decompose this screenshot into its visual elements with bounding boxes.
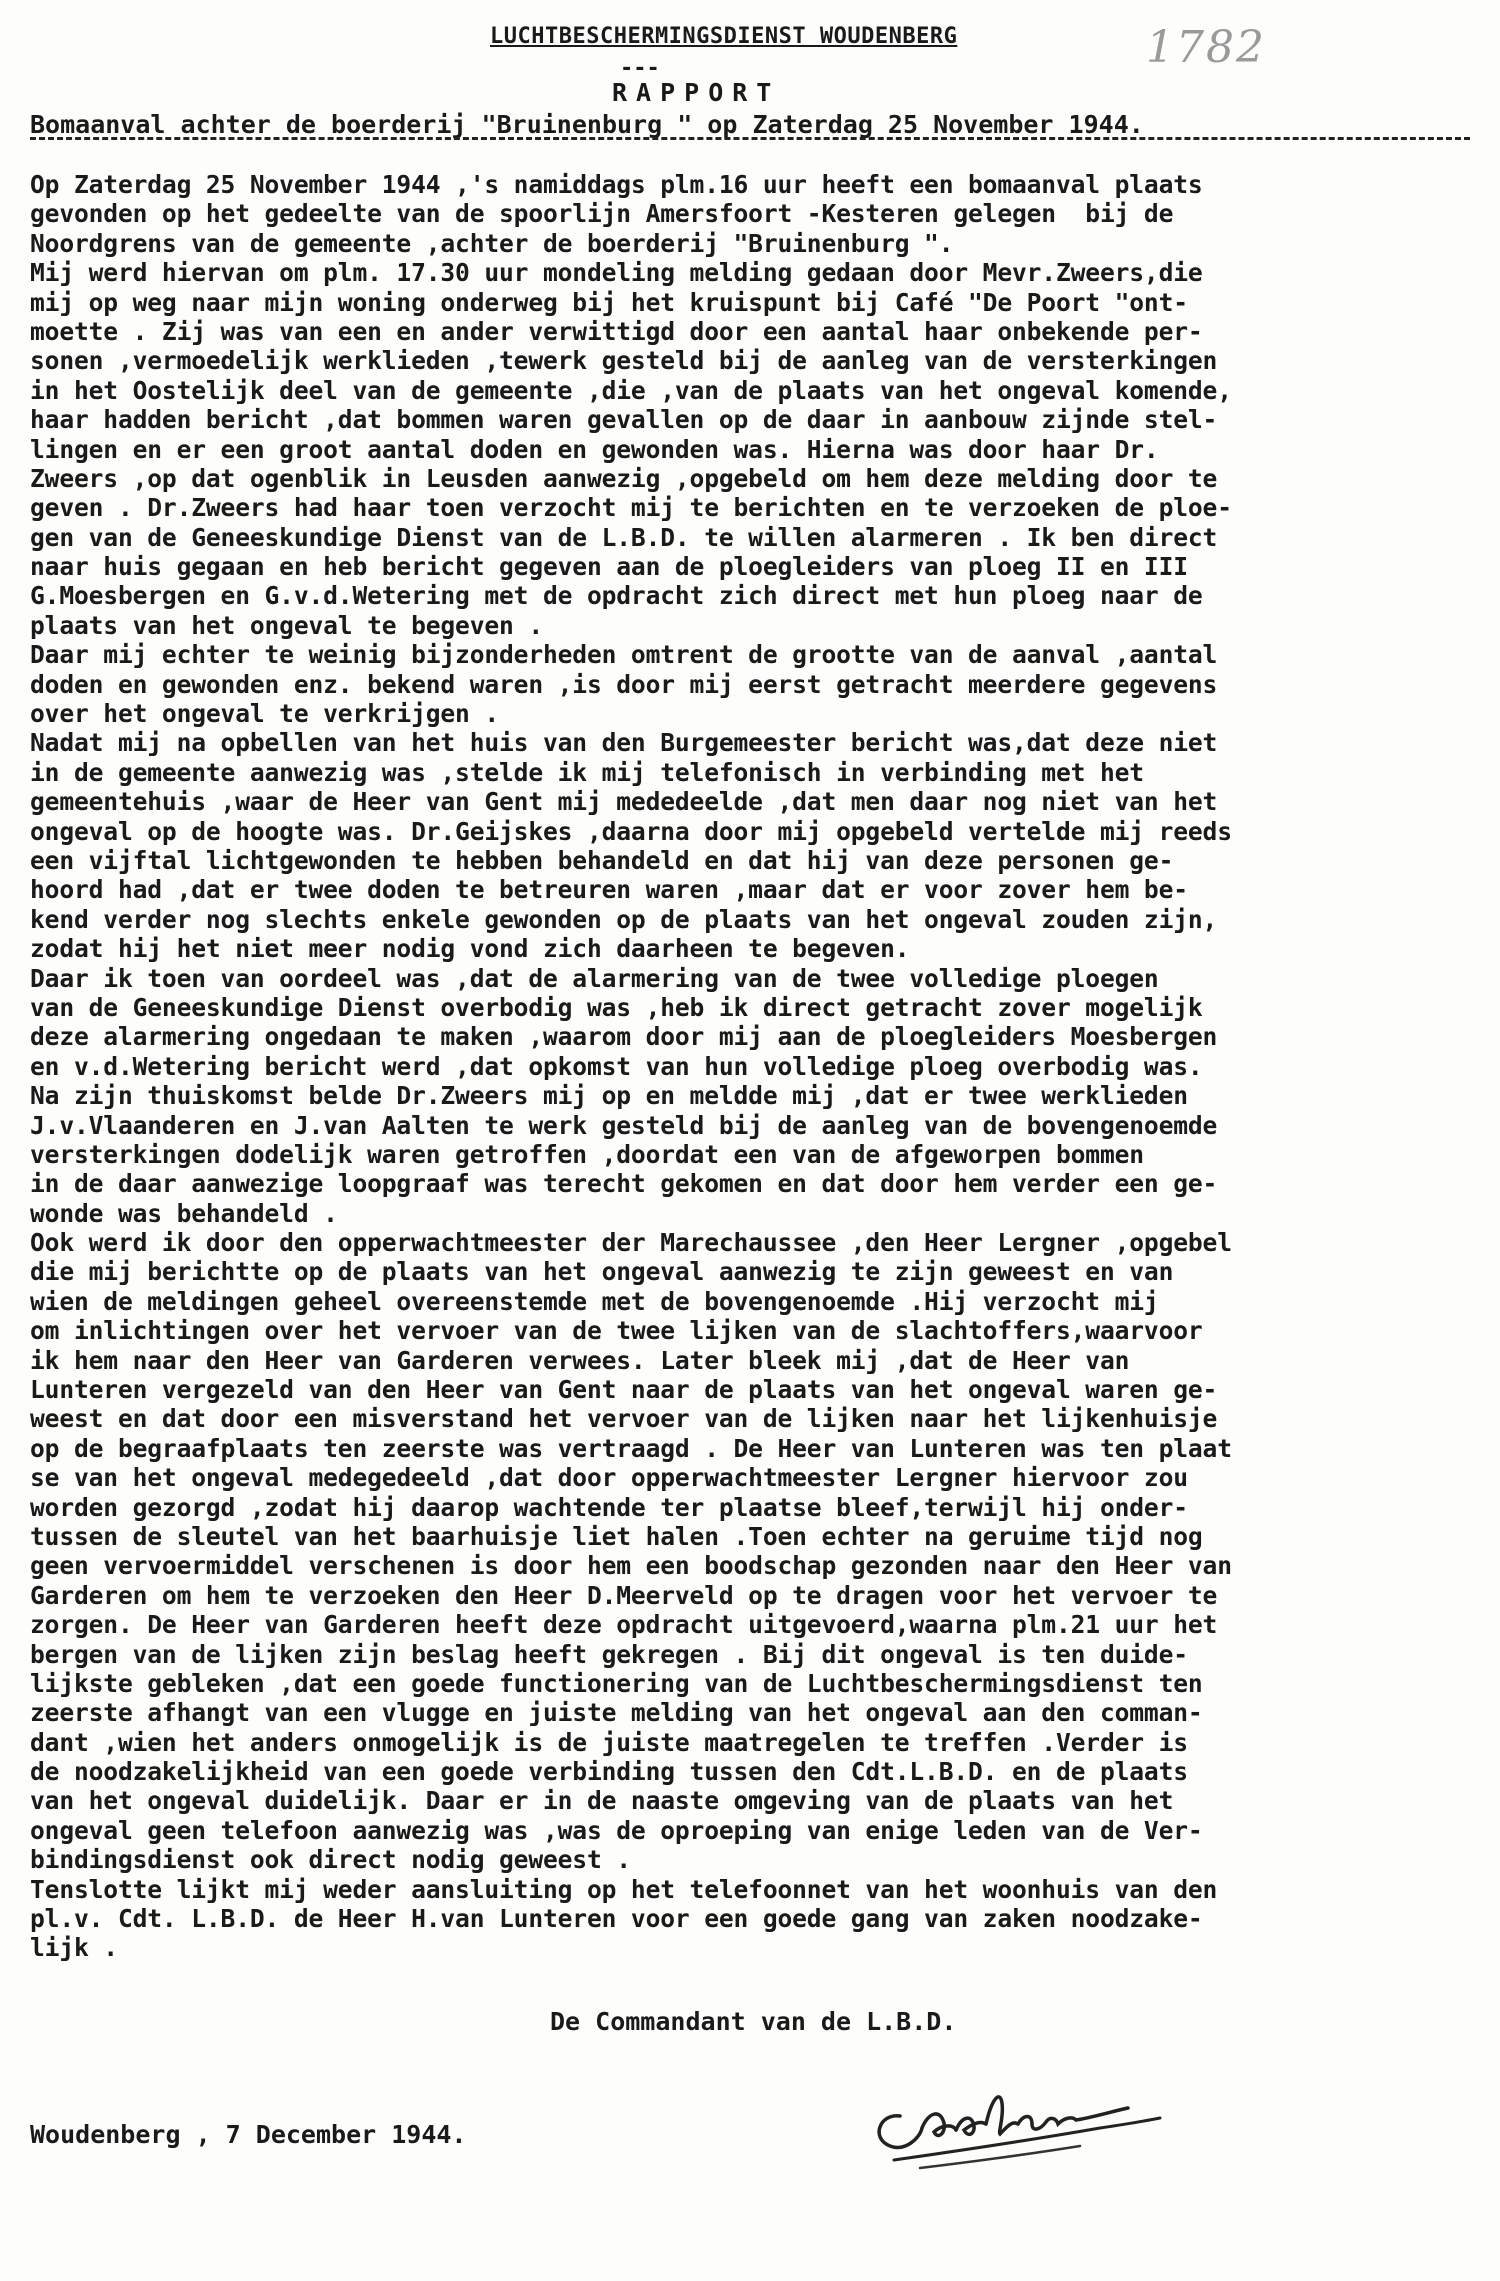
place-and-date: Woudenberg , 7 December 1944.	[30, 2120, 467, 2149]
body-line: se van het ongeval medegedeeld ,dat door opperwachtmeester Lergner hiervoor zou	[30, 1463, 1188, 1493]
body-line: wien de meldingen geheel overeenstemde met de bovengenoemde .Hij verzocht mij	[30, 1286, 1159, 1316]
body-line: lijkste gebleken ,dat een goede functionering van de Luchtbeschermingsdienst ten	[30, 1668, 1203, 1698]
body-line: wonde was behandeld .	[30, 1198, 338, 1228]
body-line: Mij werd hiervan om plm. 17.30 uur mondeling melding gedaan door Mevr.Zweers,die	[30, 258, 1203, 288]
body-line: van de Geneeskundige Dienst overbodig was ,heb ik direct getracht zover mogelijk	[30, 992, 1203, 1022]
body-line: ongeval op de hoogte was. Dr.Geijskes ,daarna door mij opgebeld vertelde mij reeds	[30, 816, 1232, 846]
organization-heading: LUCHTBESCHERMINGSDIENST WOUDENBERG	[490, 24, 958, 49]
body-line: zodat hij het niet meer nodig vond zich daarheen te begeven.	[30, 934, 910, 964]
body-line: mij op weg naar mijn woning onderweg bij het kruispunt bij Café "De Poort "ont-	[30, 287, 1188, 317]
body-line: op de begraafplaats ten zeerste was vertraagd . De Heer van Lunteren was ten plaat	[30, 1433, 1232, 1463]
body-line: zeerste afhangt van een vlugge en juiste melding van het ongeval aan den comman-	[30, 1698, 1203, 1728]
body-line: en v.d.Wetering bericht werd ,dat opkomst van hun volledige ploeg overbodig was.	[30, 1051, 1203, 1081]
body-line: haar hadden bericht ,dat bommen waren gevallen op de daar in aanbouw zijnde stel-	[30, 405, 1218, 435]
dashed-divider	[30, 137, 1470, 140]
body-line: geen vervoermiddel verschenen is door hem een boodschap gezonden naar den Heer van	[30, 1551, 1232, 1581]
body-line: worden gezorgd ,zodat hij daarop wachtende ter plaatse bleef,terwijl hij onder-	[30, 1492, 1188, 1522]
heading-separator: ---	[620, 56, 660, 81]
body-line: Na zijn thuiskomst belde Dr.Zweers mij op en meldde mij ,dat er twee werklieden	[30, 1081, 1188, 1111]
archive-number-annotation: 1782	[1146, 22, 1266, 73]
body-line: lijk .	[30, 1933, 118, 1963]
report-subject: Bomaanval achter de boerderij "Bruinenburg " op Zaterdag 25 November 1944.	[30, 110, 1144, 139]
body-line: gen van de Geneeskundige Dienst van de L.B.D. te willen alarmeren . Ik ben direct	[30, 522, 1218, 552]
body-line: van het ongeval duidelijk. Daar er in de naaste omgeving van de plaats van het	[30, 1786, 1174, 1816]
body-line: dant ,wien het anders onmogelijk is de juiste maatregelen te treffen .Verder is	[30, 1727, 1188, 1757]
body-line: over het ongeval te verkrijgen .	[30, 699, 500, 729]
body-line: kend verder nog slechts enkele gewonden op de plaats van het ongeval zouden zijn,	[30, 904, 1218, 934]
report-title: RAPPORT	[612, 78, 781, 107]
body-line: pl.v. Cdt. L.B.D. de Heer H.van Lunteren voor een goede gang van zaken noodzake-	[30, 1904, 1203, 1934]
body-line: gemeentehuis ,waar de Heer van Gent mij mededeelde ,dat men daar nog niet van het	[30, 787, 1218, 817]
body-line: om inlichtingen over het vervoer van de twee lijken van de slachtoffers,waarvoor	[30, 1316, 1203, 1346]
body-line: tussen de sleutel van het baarhuisje liet halen .Toen echter na geruime tijd nog	[30, 1521, 1203, 1551]
body-line: Daar ik toen van oordeel was ,dat de alarmering van de twee volledige ploegen	[30, 963, 1159, 993]
body-line: een vijftal lichtgewonden te hebben behandeld en dat hij van deze personen ge-	[30, 845, 1174, 875]
body-line: weest en dat door een misverstand het vervoer van de lijken naar het lijkenhuisje	[30, 1404, 1218, 1434]
body-line: naar huis gegaan en heb bericht gegeven aan de ploegleiders van ploeg II en III	[30, 552, 1188, 582]
body-line: Nadat mij na opbellen van het huis van den Burgemeester bericht was,dat deze niet	[30, 728, 1218, 758]
body-line: doden en gewonden enz. bekend waren ,is door mij eerst getracht meerdere gegevens	[30, 669, 1218, 699]
body-line: Garderen om hem te verzoeken den Heer D.Meerveld op te dragen voor het vervoer te	[30, 1580, 1218, 1610]
body-line: ik hem naar den Heer van Garderen verwees. Later bleek mij ,dat de Heer van	[30, 1345, 1130, 1375]
body-line: bindingsdienst ook direct nodig geweest .	[30, 1845, 631, 1875]
body-line: hoord had ,dat er twee doden te betreuren waren ,maar dat er voor zover hem be-	[30, 875, 1188, 905]
body-line: moette . Zij was van een en ander verwittigd door een aantal haar onbekende per-	[30, 316, 1203, 346]
body-line: geven . Dr.Zweers had haar toen verzocht mij te berichten en te verzoeken de ploe-	[30, 493, 1232, 523]
body-line: de noodzakelijkheid van een goede verbinding tussen den Cdt.L.B.D. en de plaats	[30, 1757, 1188, 1787]
body-line: Op Zaterdag 25 November 1944 ,'s namiddags plm.16 uur heeft een bomaanval plaats	[30, 170, 1203, 199]
body-line: bergen van de lijken zijn beslag heeft gekregen . Bij dit ongeval is ten duide-	[30, 1639, 1188, 1669]
body-line: Ook werd ik door den opperwachtmeester der Marechaussee ,den Heer Lergner ,opgebel	[30, 1228, 1232, 1258]
body-line: G.Moesbergen en G.v.d.Wetering met de opdracht zich direct met hun ploeg naar de	[30, 581, 1203, 611]
report-body	[30, 170, 1490, 1963]
body-line: Daar mij echter te weinig bijzonderheden omtrent de grootte van de aanval ,aantal	[30, 640, 1218, 670]
body-line: ongeval geen telefoon aanwezig was ,was de oproeping van enige leden van de Ver-	[30, 1815, 1203, 1845]
body-line: zorgen. De Heer van Garderen heeft deze opdracht uitgevoerd,waarna plm.21 uur het	[30, 1610, 1218, 1640]
body-line: gevonden op het gedeelte van de spoorlijn Amersfoort -Kesteren gelegen bij de	[30, 199, 1174, 229]
body-line: Zweers ,op dat ogenblik in Leusden aanwezig ,opgebeld om hem deze melding door te	[30, 463, 1218, 493]
closing-title: De Commandant van de L.B.D.	[550, 2007, 957, 2036]
body-line: Tenslotte lijkt mij weder aansluiting op het telefoonnet van het woonhuis van den	[30, 1874, 1218, 1904]
body-line: Lunteren vergezeld van den Heer van Gent naar de plaats van het ongeval waren ge-	[30, 1375, 1218, 1405]
body-line: versterkingen dodelijk waren getroffen ,doordat een van de afgeworpen bommen	[30, 1139, 1144, 1169]
body-line: deze alarmering ongedaan te maken ,waarom door mij aan de ploegleiders Moesbergen	[30, 1022, 1218, 1052]
body-line: in de gemeente aanwezig was ,stelde ik mij telefonisch in verbinding met het	[30, 757, 1144, 787]
body-line: plaats van het ongeval te begeven .	[30, 610, 543, 640]
handwritten-signature	[860, 2068, 1180, 2178]
body-line: Noordgrens van de gemeente ,achter de boerderij "Bruinenburg ".	[30, 228, 954, 258]
body-line: sonen ,vermoedelijk werklieden ,tewerk gesteld bij de aanleg van de versterkingen	[30, 346, 1218, 376]
body-line: die mij berichtte op de plaats van het ongeval aanwezig te zijn geweest en van	[30, 1257, 1174, 1287]
body-line: in het Oostelijk deel van de gemeente ,die ,van de plaats van het ongeval komende,	[30, 375, 1232, 405]
body-line: in de daar aanwezige loopgraaf was terecht gekomen en dat door hem verder een ge-	[30, 1169, 1218, 1199]
body-line: J.v.Vlaanderen en J.van Aalten te werk gesteld bij de aanleg van de bovengenoemde	[30, 1110, 1218, 1140]
body-line: lingen en er een groot aantal doden en gewonden was. Hierna was door haar Dr.	[30, 434, 1159, 464]
